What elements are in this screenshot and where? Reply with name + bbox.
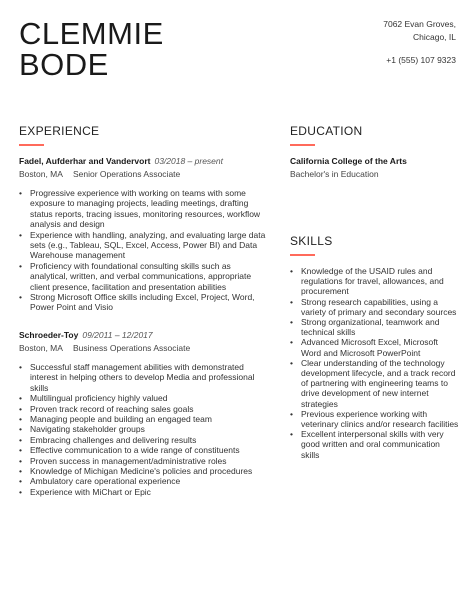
list-item: • Successful staff management abilities with demonstrated interest in helping others to develop Media and professional skills	[19, 362, 269, 393]
job-subheader	[19, 343, 269, 354]
company-name: Schroeder-Toy	[19, 329, 79, 340]
list-item: • Managing people and building an engaged team	[19, 414, 269, 424]
phone-number: +1 (555) 107 9323	[386, 55, 456, 65]
list-item: • Advanced Microsoft Excel, Microsoft Word and Microsoft PowerPoint	[290, 337, 460, 357]
job-role: Business Operations Associate	[73, 342, 191, 353]
list-item: • Experience with handling, analyzing, and evaluating large data sets (e.g., Tableau, SQL, Excel, Access, Power BI) and Data Warehouse management	[19, 230, 269, 261]
school-name: California College of the Arts	[290, 156, 407, 166]
job-header	[19, 330, 269, 341]
candidate-name	[19, 18, 164, 80]
degree: Bachelor's in Education	[290, 169, 379, 179]
experience-heading-rule	[19, 144, 44, 146]
job-location: Boston, MA	[19, 342, 63, 353]
skills-heading: SKILLS	[290, 234, 333, 248]
contact-info	[383, 18, 456, 67]
job-subheader	[19, 169, 269, 180]
education-section	[290, 124, 460, 180]
list-item: • Proven success in management/administrative roles	[19, 456, 269, 466]
list-item: • Navigating stakeholder groups	[19, 424, 269, 434]
experience-section	[19, 124, 269, 497]
job-entry-1	[19, 156, 269, 313]
address-line-2: Chicago, IL	[413, 32, 456, 42]
job-entry-2	[19, 330, 269, 497]
list-item: • Ambulatory care operational experience	[19, 476, 269, 486]
list-item: • Strong organizational, teamwork and technical skills	[290, 317, 460, 337]
list-item: • Proficiency with foundational consulting skills such as analytical, written, and verbal communications, appropriate client presence, facilitation and presentation abilities	[19, 261, 269, 292]
job-dates: 03/2018 – present	[154, 156, 223, 166]
list-item: • Strong Microsoft Office skills including Excel, Project, Word, Power Point and Visio	[19, 292, 269, 313]
experience-heading: EXPERIENCE	[19, 124, 100, 138]
company-name: Fadel, Aufderhar and Vandervort	[19, 156, 151, 166]
right-column	[290, 124, 460, 460]
list-item: • Strong research capabilities, using a variety of primary and secondary sources	[290, 297, 460, 317]
job-bullets	[19, 362, 269, 497]
job-bullets	[19, 188, 269, 313]
list-item: • Proven track record of reaching sales goals	[19, 404, 269, 414]
list-item: • Effective communication to a wide range of constituents	[19, 445, 269, 455]
job-location: Boston, MA	[19, 169, 63, 179]
list-item: • Knowledge of the USAID rules and regulations for travel, allowances, and procurement	[290, 266, 460, 297]
list-item: • Previous experience working with veterinary clinics and/or research facilities	[290, 409, 460, 429]
list-item: • Multilingual proficiency highly valued	[19, 393, 269, 403]
list-item: • Excellent interpersonal skills with very good written and oral communication skills	[290, 429, 460, 460]
skills-list	[290, 266, 460, 460]
skills-heading-rule	[290, 254, 315, 256]
skills-section	[290, 234, 460, 460]
job-role: Senior Operations Associate	[73, 169, 181, 179]
contact-spacer	[383, 44, 456, 54]
address-line-1: 7062 Evan Groves,	[383, 19, 456, 29]
list-item: • Progressive experience with working on teams with some exposure to managing projects, leading meetings, drafting status reports, tracing issues, monitoring resources, workflow analysis and design	[19, 188, 269, 230]
job-dates: 09/2011 – 12/2017	[82, 329, 153, 340]
list-item: • Clear understanding of the technology development lifecycle, and a track record of partnering with engineering teams to drive development of new internet strategies	[290, 358, 460, 409]
education-heading-rule	[290, 144, 315, 146]
job-header	[19, 156, 269, 167]
first-name: CLEMMIE	[19, 16, 164, 51]
list-item: • Embracing challenges and delivering results	[19, 435, 269, 445]
list-item: • Experience with MiChart or Epic	[19, 487, 269, 497]
list-item: • Knowledge of Michigan Medicine's policies and procedures	[19, 466, 269, 476]
education-heading: EDUCATION	[290, 124, 363, 138]
last-name: BODE	[19, 47, 109, 82]
